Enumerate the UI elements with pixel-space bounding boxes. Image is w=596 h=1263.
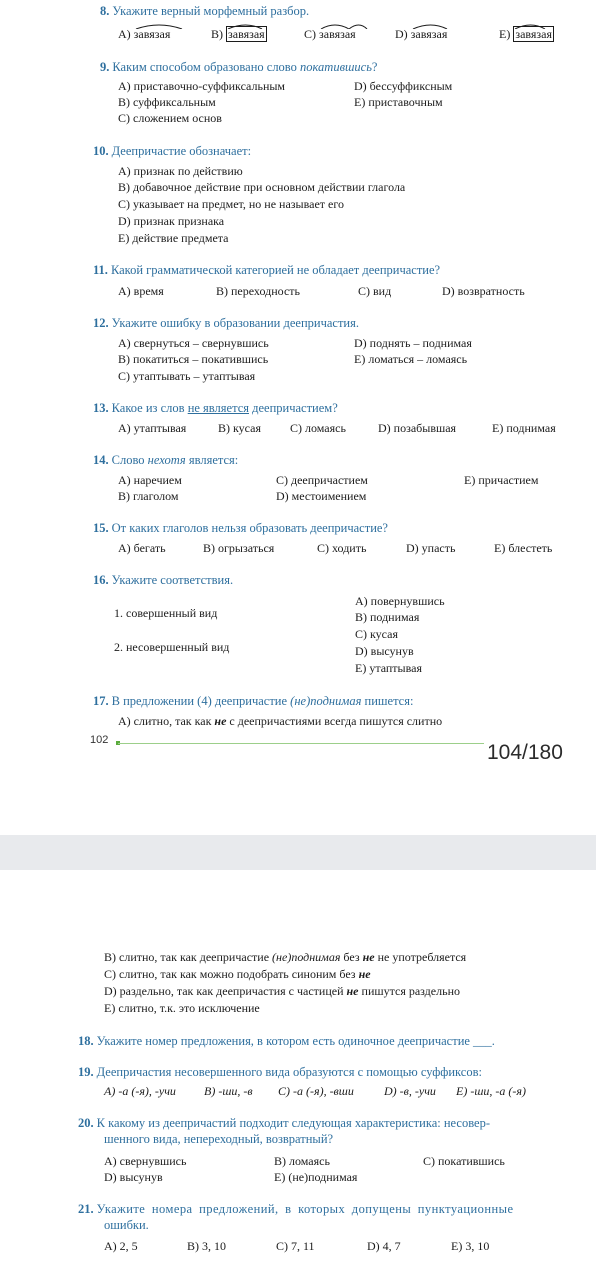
question-text: Слово [111, 453, 148, 467]
question-text: Укажите верный морфемный разбор. [112, 4, 310, 18]
question-text: Укажите соответствия. [111, 573, 234, 587]
question-11 [93, 263, 440, 278]
question-text: Укажите номер предложения, в котором есть одиночное деепричастие ___. [96, 1034, 495, 1048]
option-a: A) -а (-я), -учи [104, 1084, 176, 1098]
question-13: 13. Какое из слов не является деепричастием? [93, 401, 338, 415]
morpheme-word: завязая [411, 27, 448, 42]
option-c: C) ломаясь [290, 421, 346, 435]
question-number: 11. [93, 263, 108, 277]
question-9: 9. Каким способом образовано слово покатившись? [100, 60, 378, 74]
book-page-number: 102 [90, 734, 109, 746]
option-a: A) признак по действию [118, 164, 243, 178]
root-arc-icon [226, 23, 276, 29]
option-d: D) поднять – поднимая [354, 336, 472, 350]
question-text: Деепричастие обозначает: [111, 144, 252, 158]
question-text: Какой грамматической категорией не обладает деепричастие? [110, 263, 441, 277]
question-16 [93, 573, 233, 588]
option-c: C) 7, 11 [276, 1239, 315, 1253]
root-arc-icon [513, 23, 563, 29]
option-c: C) вид [358, 284, 392, 298]
option-b: B) ломаясь [274, 1154, 330, 1168]
question-text: В предложении (4) деепричастие [111, 694, 291, 708]
option-d: D) позабывшая [378, 421, 457, 435]
option-c: C) завязая [304, 27, 356, 42]
question-8 [100, 4, 309, 19]
question-20-continued: шенного вида, непереходный, возвратный? [104, 1132, 334, 1146]
question-text: Деепричастия несовершенного вида образуются с помощью суффиксов: [96, 1065, 482, 1079]
question-14: 14. Слово нехотя является: [93, 453, 239, 467]
option-e: E) (не)поднимая [274, 1170, 358, 1184]
option-b: B) кусая [218, 421, 261, 435]
question-number: 21. [78, 1202, 94, 1216]
option-a: A) время [118, 284, 164, 298]
option-b: B) глаголом [118, 489, 179, 503]
option-c: C) деепричастием [276, 473, 368, 487]
matching-right-d: D) высунув [355, 644, 414, 658]
option-b: B) завязая [211, 27, 267, 42]
option-a: A) свернувшись [104, 1154, 187, 1168]
option-c: C) ходить [317, 541, 367, 555]
option-b: B) слитно, так как деепричастие (не)поднимая без не не употребляется [104, 950, 467, 964]
matching-right-e: E) утаптывая [355, 661, 422, 675]
question-text: К какому из деепричастий подходит следующая характеристика: несовер- [96, 1116, 491, 1130]
question-17: 17. В предложении (4) деепричастие (не)поднимая пишется: [93, 694, 414, 708]
option-d: D) местоимением [276, 489, 367, 503]
question-12 [93, 316, 359, 331]
option-a: A) завязая [118, 27, 170, 42]
option-b: B) добавочное действие при основном действии глагола [118, 180, 406, 194]
root-arc-icon [134, 23, 184, 29]
morpheme-word: завязая [226, 27, 267, 42]
question-15 [93, 521, 388, 536]
empty-ending-box [450, 28, 461, 39]
question-19 [78, 1065, 482, 1080]
question-number: 16. [93, 573, 109, 587]
matching-left-2: 2. несовершенный вид [114, 640, 230, 654]
question-text: Укажите ошибку в образовании деепричастия. [111, 316, 359, 330]
option-c: C) покатившись [423, 1154, 505, 1168]
option-a: A) свернуться – свернувшись [118, 336, 269, 350]
option-a: A) бегать [118, 541, 166, 555]
question-text: Каким способом образовано слово [112, 60, 300, 74]
question-number: 9. [100, 60, 110, 74]
matching-right-a: A) повернувшись [355, 594, 445, 608]
question-21-continued: ошибки. [104, 1218, 149, 1232]
question-number: 18. [78, 1034, 94, 1048]
option-e: E) блестеть [494, 541, 553, 555]
question-number: 12. [93, 316, 109, 330]
option-d: D) завязая [395, 27, 461, 42]
option-b: B) -ши, -в [204, 1084, 253, 1098]
option-b: B) огрызаться [203, 541, 275, 555]
option-a: A) наречием [118, 473, 182, 487]
footer-divider [118, 743, 484, 744]
option-d: D) -в, -учи [384, 1084, 436, 1098]
option-d: D) возвратность [442, 284, 525, 298]
question-number: 19. [78, 1065, 94, 1079]
question-number: 17. [93, 694, 109, 708]
matching-right-b: B) поднимая [355, 610, 420, 624]
option-a: A) 2, 5 [104, 1239, 138, 1253]
option-d: D) бессуффиксным [354, 79, 453, 93]
matching-right-c: C) кусая [355, 627, 398, 641]
morpheme-word: завязая [513, 27, 554, 42]
page-separator [0, 835, 596, 870]
option-d: D) высунув [104, 1170, 163, 1184]
option-e: E) -ши, -а (-я) [456, 1084, 526, 1098]
option-e: E) поднимая [492, 421, 556, 435]
option-b: B) переходность [216, 284, 300, 298]
option-c: C) указывает на предмет, но не называет его [118, 197, 344, 211]
option-e: E) завязая [499, 27, 554, 42]
question-number: 14. [93, 453, 109, 467]
option-c: C) слитно, так как можно подобрать синоним без не [104, 967, 371, 981]
option-e: E) действие предмета [118, 231, 229, 245]
question-10 [93, 144, 251, 159]
morpheme-word: завязая [134, 27, 171, 42]
option-e: E) причастием [464, 473, 539, 487]
question-8-options [118, 27, 578, 43]
root-arc-icon [411, 23, 461, 29]
question-number: 20. [78, 1116, 94, 1130]
morpheme-word: завязая [319, 27, 356, 42]
matching-left-1: 1. совершенный вид [114, 606, 218, 620]
question-18 [78, 1034, 495, 1049]
question-number: 15. [93, 521, 109, 535]
option-d: D) раздельно, так как деепричастия с частицей не пишутся раздельно [104, 984, 460, 998]
option-a: A) приставочно-суффиксальным [118, 79, 286, 93]
root-arc-icon [319, 23, 369, 29]
question-20 [78, 1116, 490, 1131]
option-e: E) 3, 10 [451, 1239, 490, 1253]
option-a: A) слитно, так как не с деепричастиями всегда пишутся слитно [118, 714, 443, 728]
option-e: E) слитно, т.к. это исключение [104, 1001, 260, 1015]
option-d: D) 4, 7 [367, 1239, 401, 1253]
option-e: E) приставочным [354, 95, 443, 109]
book-page-103 [0, 870, 596, 1263]
question-text: Укажите номера предложений, в которых допущены пунктуационные [96, 1202, 514, 1216]
option-a: A) утаптывая [118, 421, 187, 435]
page-counter: 104/180 [487, 741, 563, 764]
question-21 [78, 1202, 513, 1217]
question-text: Какое из слов [111, 401, 188, 415]
option-e: E) ломаться – ломаясь [354, 352, 468, 366]
option-b: B) покатиться – покатившись [118, 352, 269, 366]
option-d: D) признак признака [118, 214, 225, 228]
option-d: D) упасть [406, 541, 456, 555]
question-text: От каких глаголов нельзя образовать деепричастие? [111, 521, 388, 535]
option-c: C) утаптывать – утаптывая [118, 369, 256, 383]
question-number: 13. [93, 401, 109, 415]
question-number: 10. [93, 144, 109, 158]
option-c: C) -а (-я), -вши [278, 1084, 354, 1098]
question-number: 8. [100, 4, 110, 18]
option-c: C) сложением основ [118, 111, 222, 125]
option-b: B) 3, 10 [187, 1239, 226, 1253]
option-b: B) суффиксальным [118, 95, 216, 109]
